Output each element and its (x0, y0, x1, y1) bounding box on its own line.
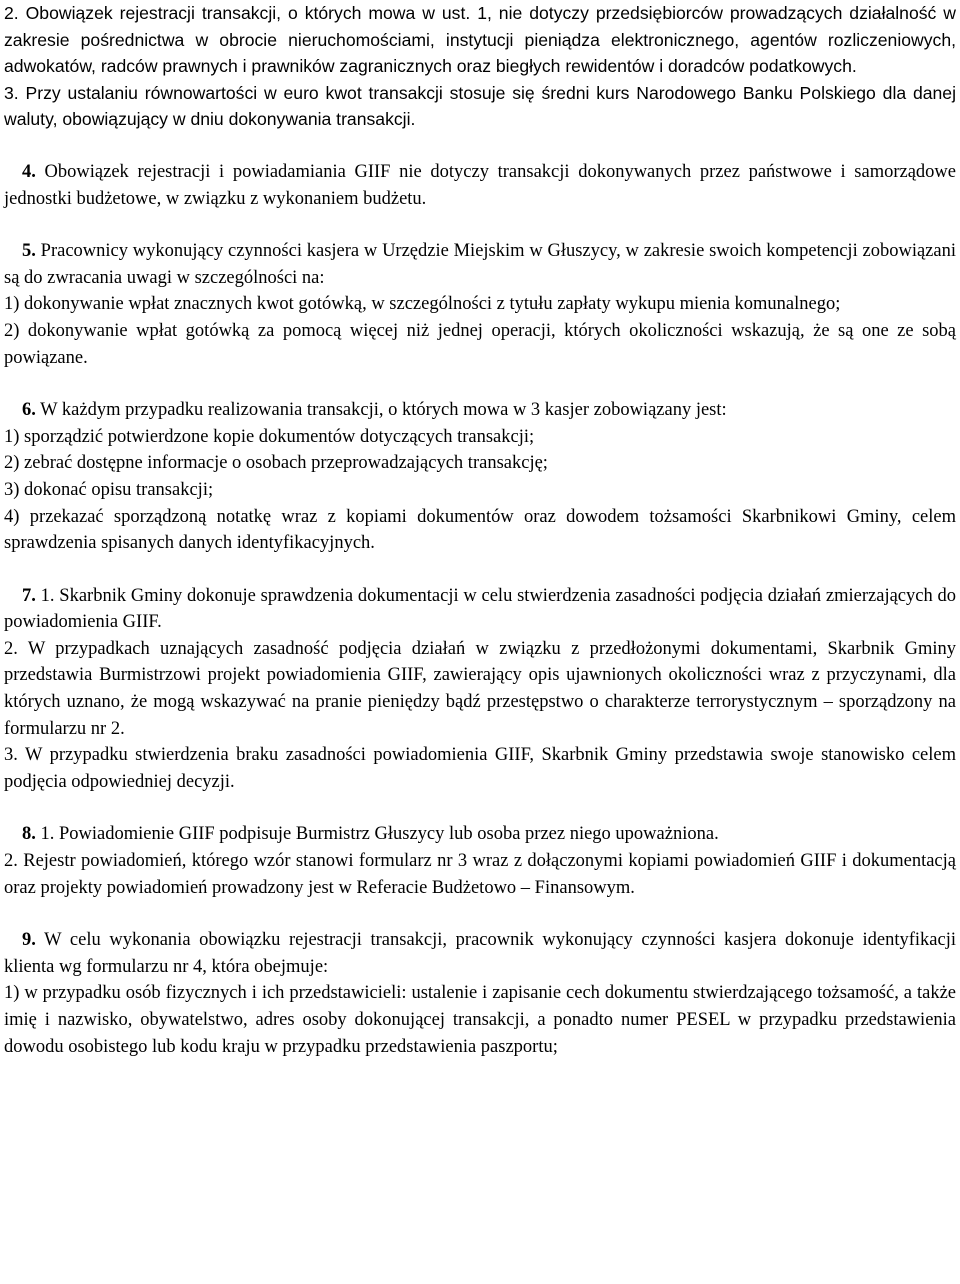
section-7 (4, 583, 956, 636)
section-4-number: 4. (22, 161, 36, 182)
section-8-text: 1. Powiadomienie GIIF podpisuje Burmistrz Głuszycy lub osoba przez niego upoważniona. (35, 824, 719, 845)
section-9-text: W celu wykonania obowiązku rejestracji transakcji, pracownik wykonujący czynności kasjera dokonuje identyfikacji klienta wg formularzu nr 4, która obejmuje: (4, 930, 956, 977)
section-4 (4, 159, 956, 212)
section-9-number: 9. (22, 930, 36, 951)
paragraph-3: 3. Przy ustalaniu równowartości w euro kwot transakcji stosuje się średni kurs Narodowego Banku Polskiego dla danej waluty, obowiązujący w dniu dokonywania transakcji. (4, 82, 956, 130)
section-5 (4, 238, 956, 291)
section-6-text: W każdym przypadku realizowania transakcji, o których mowa w 3 kasjer zobowiązany jest: (35, 400, 727, 421)
section-6-item-2: 2) zebrać dostępne informacje o osobach przeprowadzających transakcję; (4, 453, 548, 474)
section-7-item-3: 3. W przypadku stwierdzenia braku zasadności powiadomienia GIIF, Skarbnik Gminy przedstawia swoje stanowisko celem podjęcia odpowiedniej decyzji. (4, 745, 956, 792)
section-8 (4, 821, 956, 848)
section-5-item-2: 2) dokonywanie wpłat gotówką za pomocą więcej niż jednej operacji, których okoliczności wskazują, że są one ze sobą powiązane. (4, 320, 956, 368)
section-8-number: 8. (22, 824, 36, 845)
section-4-text: Obowiązek rejestracji i powiadamiania GIIF nie dotyczy transakcji dokonywanych przez państwowe i samorządowe jednostki budżetowe, w związku z wykonaniem budżetu. (4, 161, 956, 209)
section-8-item-2: 2. Rejestr powiadomień, którego wzór stanowi formularz nr 3 wraz z dołączonymi kopiami powiadomień GIIF i dokumentacją oraz projekty powiadomień prowadzony jest w Referacie Budżetowo – Finansowym. (4, 851, 956, 898)
section-6-item-3: 3) dokonać opisu transakcji; (4, 479, 214, 500)
section-9-item-1: 1) w przypadku osób fizycznych i ich przedstawicieli: ustalenie i zapisanie cech dokumentu stwierdzającego tożsamość, a także imię i nazwisko, obywatelstwo, adres osoby dokonującej transakcji, a ponadto numer PESEL w przypadku przedstawienia dowodu osobistego lub kodu kraju w przypadku przedstawienia paszportu; (4, 983, 956, 1057)
section-7-text: 1. Skarbnik Gminy dokonuje sprawdzenia dokumentacji w celu stwierdzenia zasadności podjęcia działań zmierzających do powiadomienia GIIF. (4, 585, 956, 633)
section-6-item-1: 1) sporządzić potwierdzone kopie dokumentów dotyczących transakcji; (4, 426, 535, 447)
section-6-item-4: 4) przekazać sporządzoną notatkę wraz z kopiami dokumentów oraz dowodem tożsamości Skarbnikowi Gminy, celem sprawdzenia spisanych danych identyfikacyjnych. (4, 506, 956, 554)
section-5-number: 5. (22, 241, 36, 262)
section-7-item-2: 2. W przypadkach uznających zasadność podjęcia działań w związku z przedłożonymi dokumentami, Skarbnik Gminy przedstawia Burmistrzowi projekt powiadomienia GIIF, zawierający opis ujawnionych okoliczności wraz z przyczynami, dla których uznano, że mogą wskazywać na pranie pieniędzy bądź przestępstwo o charakterze terrorystycznym – sporządzony na formularzu nr 2. (4, 638, 956, 739)
section-6-number: 6. (22, 400, 36, 421)
section-5-text: Pracownicy wykonujący czynności kasjera w Urzędzie Miejskim w Głuszycy, w zakresie swoich kompetencji zobowiązani są do zwracania uwagi w szczególności na: (4, 241, 956, 288)
section-5-item-1: 1) dokonywanie wpłat znacznych kwot gotówką, w szczególności z tytułu zapłaty wykupu mienia komunalnego; (4, 294, 841, 315)
section-9 (4, 927, 956, 980)
section-6 (4, 397, 956, 424)
document-page (4, 0, 956, 1060)
section-7-number: 7. (22, 585, 36, 606)
paragraph-2: 2. Obowiązek rejestracji transakcji, o których mowa w ust. 1, nie dotyczy przedsiębiorców prowadzących działalność w zakresie pośrednictwa w obrocie nieruchomościami, instytucji pieniądza elektronicznego, agentów rozliczeniowych, adwokatów, radców prawnych i prawników zagranicznych oraz biegłych rewidentów i doradców podatkowych. (4, 3, 956, 77)
